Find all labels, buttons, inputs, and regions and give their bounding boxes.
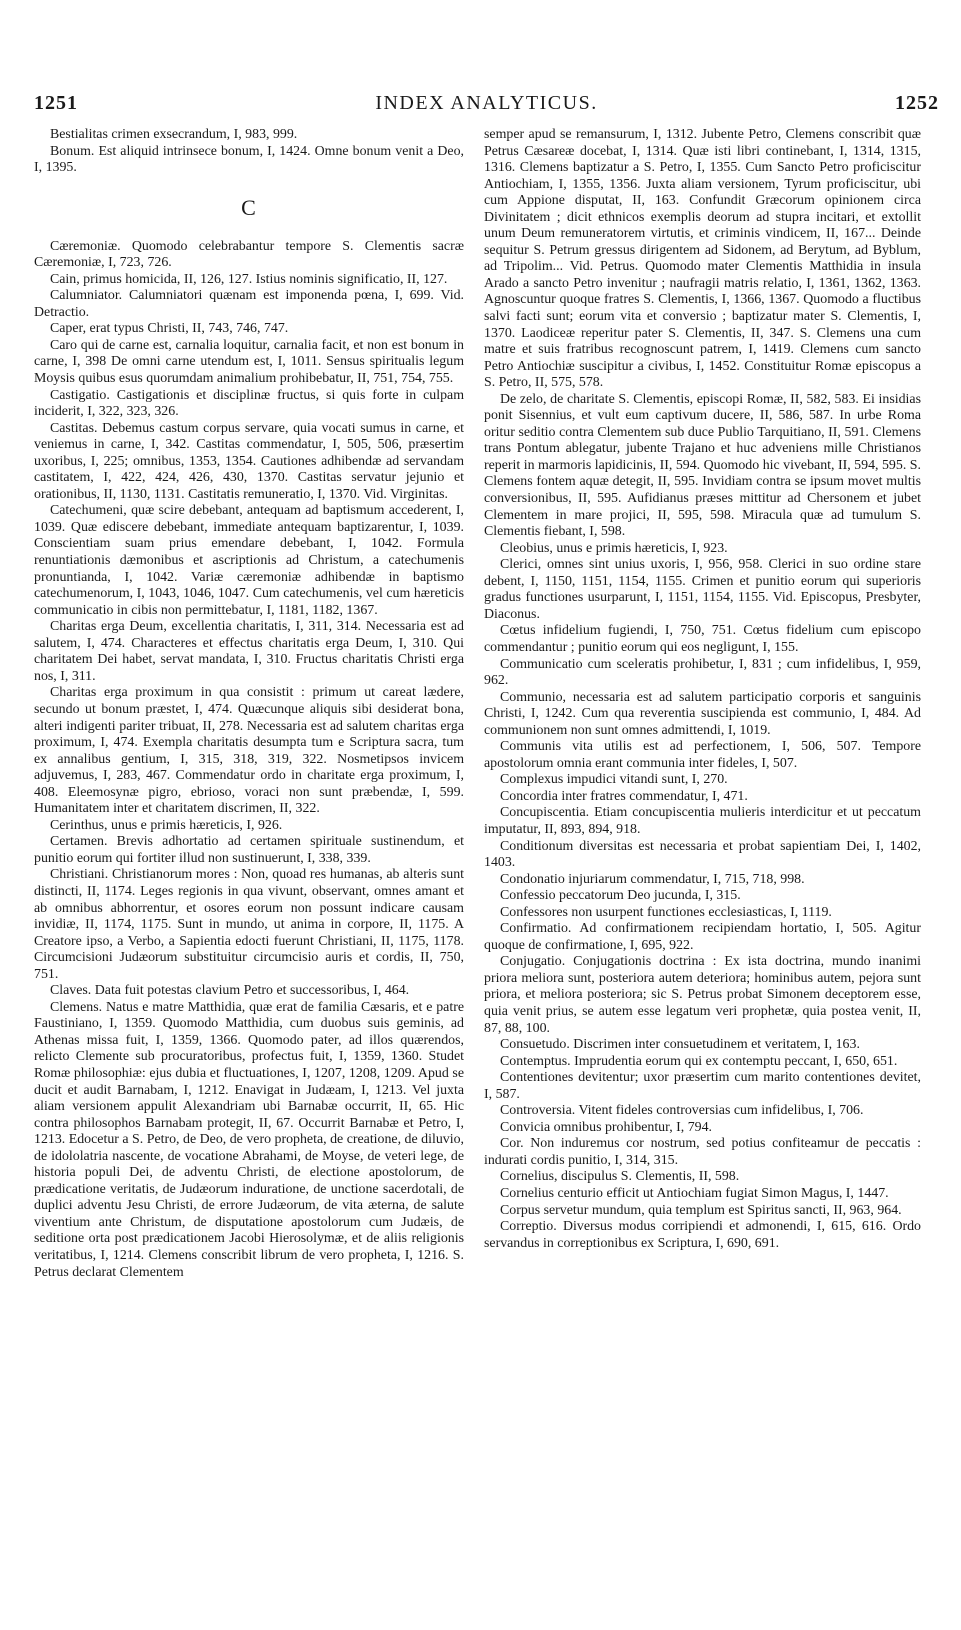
section-letter: C — [241, 194, 257, 220]
right-column — [484, 127, 921, 1252]
running-title: INDEX ANALYTICUS. — [375, 92, 598, 114]
index-entry: Cerinthus, unus e primis hæreticis, I, 926. — [50, 817, 283, 833]
index-entry: Castitas. Debemus castum corpus servare, quia vocati sumus in carne, et veniemus in carne, I, 342. Castitas commendatur, I, 505, 506, præsertim uxoribus, I, 225; omnibus, 1353, 1354. Cautiones adhibendæ ad servandam castitatem, I, 422, 424, 426, 430, 1370. Castitas servatur jejunio et orationibus, II, 1130, 1131. Castitatis remuneratio, I, 1370. Vid. Virginitas. — [34, 420, 464, 502]
index-entry: Consuetudo. Discrimen inter consuetudinem et veritatem, I, 163. — [500, 1037, 860, 1053]
left-page-number: 1251 — [34, 92, 78, 114]
index-entry: Charitas erga Deum, excellentia charitatis, I, 311, 314. Necessaria est ad salutem, I, 474. Characteres et effectus charitatis erga Deum, I, 310. Qui charitatem Dei habet, servat mandata, I, 310. Fructus charitatis Christi erga nos, I, 311. — [34, 619, 464, 684]
index-entry: Conditionum diversitas est necessaria et probat sapientiam Dei, I, 1402, 1403. — [484, 838, 921, 871]
index-entry: Caper, erat typus Christi, II, 743, 746, 747. — [50, 321, 289, 337]
page-header — [34, 92, 939, 122]
index-entry: Contemptus. Imprudentia eorum qui ex contemptu peccant, I, 650, 651. — [500, 1053, 898, 1069]
index-entry: Clemens. Natus e matre Matthidia, quæ erat de familia Cæsaris, et e patre Faustiniano, I, 1359. Quomodo Matthidia, cum duobus suis geminis, ad Athenas missa fuit, I, 1359, 1366. Quomodo pater, ad illos quærendos, relicto Clemente sub procuratoribus, profectus fuit, I, 1359, 1360. Studet Romæ philosophiæ: ejus dubia et fluctuationes, I, 1207, 1208, 1209. Apud se ducit et audit Barnabam, I, 1212. Enavigat in Judæam, I, 1213. Vel juxta aliam versionem appulit Alexandriam ubi Barnabæ occurrit, II, 65. Hic contra philosophos Barnabam protegit, II, 67. Occurrit Barnabæ et Petro, I, 1213. Edocetur a S. Petro, de Deo, de vero propheta, de creatione, de diluvio, de idololatria nascente, de vocatione Abrahami, de Moyse, de veteri lege, de historia populi Dei, de adventu Christi, de electione apostolorum, de prædicatione veritatis, de Judæorum induratione, de unctione sacerdotali, de duplici adventu Jesu Christi, de errore Judæorum, de vita æterna, de salute viventium ante Christum, de disputatione apostolorum cum Judæis, de seditione orta post prædicationem Jacobi Hierosolymæ, et de aliis religionis veritatibus, I, 1214. Clemens conscribit librum de vero propheta, I, 1216. S. Petrus declarat Clementem — [34, 999, 464, 1280]
index-entry: Contentiones devitentur; uxor præsertim cum marito contentiones devitet, I, 587. — [484, 1070, 921, 1102]
left-column — [34, 127, 464, 1281]
index-entry: Clerici, omnes sint unius uxoris, I, 956, 958. Clerici in suo ordine stare debent, I, 1150, 1151, 1154, 1155. Crimen et punitio eorum qui superioris gradus functiones usurparunt, I, 1151, 1154, 1155. Vid. Episcopus, Presbyter, Diaconus. — [484, 557, 921, 622]
index-entry: Confirmatio. Ad confirmationem recipiendam hortatio, I, 505. Agitur quoque de confirmatione, I, 695, 922. — [484, 921, 921, 953]
index-entry: Cornelius centurio efficit ut Antiochiam fugiat Simon Magus, I, 1447. — [500, 1186, 889, 1201]
index-entry: Complexus impudici vitandi sunt, I, 270. — [500, 772, 728, 788]
index-entry: Calumniator. Calumniatori quænam est imponenda pœna, I, 699. Vid. Detractio. — [34, 288, 464, 320]
index-entry: Cleobius, unus e primis hæreticis, I, 923. — [500, 540, 728, 556]
index-entry: De zelo, de charitate S. Clementis, episcopi Romæ, II, 582, 583. Ei insidias ponit Sisennius, et vult eum captivum ducere, II, 586, 587. In urbe Roma oritur seditio contra Clementem sub duce Publio Tarquitiano, II, 591. Clemens trans Pontum ablegatur, jubente Trajano et huc adveniens mille Christianos reperit in marmoris lapidicinis, II, 594. Quomodo hic vivebant, II, 594, 595. S. Clemens fontem aquæ detegit, II, 595. Invidiam contra se ipsum movet multis conversionibus, II, 595. Aufidianus præses mittitur ad Chersonem et jubet Clementem in mare projici, II, 595, 598. Miracula quæ ad tumulum S. Clementis fiebant, I, 598. — [484, 391, 921, 540]
index-entry: Condonatio injuriarum commendatur, I, 715, 718, 998. — [500, 871, 805, 887]
index-entry: Convicia omnibus prohibentur, I, 794. — [500, 1119, 713, 1135]
index-entry: Corpus servetur mundum, quia templum est Spiritus sancti, II, 963, 964. — [500, 1202, 902, 1218]
index-entry: Charitas erga proximum in qua consistit : primum ut careat lædere, secundo ut bonum præstet, I, 474. Quæcunque aliquis sibi desiderat bona, alteri indigenti pariter tribuat, II, 278. Necessaria est ad salutem charitas erga proximum, I, 474. Exempla charitatis desumpta tum e Scriptura sacra, tum ex annalibus gentium, I, 315, 318, 319, 322. Nosmetipsos invicem adjuvemus, I, 283, 467. Commendatur ordo in charitate erga proximum, I, 408. Eleemosynæ pigro, ebrioso, voraci non sunt præbendæ, I, 599. Humanitatem inter et charitatem discrimen, II, 322. — [34, 685, 464, 817]
right-page-number: 1252 — [895, 92, 939, 114]
index-entry: Cain, primus homicida, II, 126, 127. Istius nominis significatio, II, 127. — [50, 271, 448, 287]
index-entry: Concordia inter fratres commendatur, I, 471. — [500, 788, 748, 804]
index-entry: Cor. Non induremus cor nostrum, sed potius confiteamur de peccatis : indurati cordis punitio, I, 314, 315. — [484, 1136, 921, 1168]
index-entry: Confessio peccatorum Deo jucunda, I, 315. — [500, 888, 741, 904]
index-entry: Conjugatio. Conjugationis doctrina : Ex ista doctrina, mundo inanimi priora meliora sunt, posteriora autem deteriora; hominibus autem, pejora sunt priora, et meliora posteriora; sic S. Petrus probat Simonem deceptorem esse, quia venit prius, se autem esse legatum veri prophetæ, quia postea venit, II, 87, 88, 100. — [484, 954, 921, 1036]
index-entry: Communicatio cum sceleratis prohibetur, I, 831 ; cum infidelibus, I, 959, 962. — [484, 656, 921, 689]
index-entry: Controversia. Vitent fideles controversias cum infidelibus, I, 706. — [500, 1103, 864, 1119]
index-entry: Christiani. Christianorum mores : Non, quoad res humanas, ab alteris sunt distincti, II, 1174. Leges regionis in qua vivunt, observant, omnes amant et ab omnibus abhorrentur, et osores eorum non possunt indicare causam invidiæ, II, 1174, 1175. Sunt in mundo, ut anima in corpore, II, 1175. A Creatore ipso, a Verbo, a Sapientia edocti fuerunt Christiani, II, 1175, 1178. Circumcisioni Judæorum substituitur circumcisio auris et cordis, II, 750, 751. — [34, 867, 464, 982]
index-entry: Cœtus infidelium fugiendi, I, 750, 751. Cœtus fidelium cum episcopo commendantur ; punitio eorum qui eos negligunt, I, 155. — [484, 623, 921, 655]
index-entry: Bestialitas crimen exsecrandum, I, 983, 999. — [50, 127, 298, 142]
index-entry-continued: semper apud se remansurum, I, 1312. Jubente Petro, Clemens conscribit quæ Petrus Cæsareæ docebat, I, 1314. Quæ isti libri continebant, I, 1314, 1315, 1316. Clemens baptizatur a S. Petro, I, 1355. Cum Sancto Petro proficiscitur Antiochiam, I, 1355, 1356. Juxta aliam versionem, Tyrum proficiscitur, ubi cum Appione disputat, II, 163. Confundit Græcorum opinionem circa Divinitatem ; dicit ethnicos exemplis deorum ad stupra incitari, et extollit unum Deum remuneratorem virtutis, et criminis vindicem, II, 167... Deinde sequitur S. Petrum gressus dirigentem ad Sidonem, ad Berytum, ad Byblum, ad Tripolim... Vid. Petrus. Quomodo mater Clementis Matthidia in insula Arado a sancto Petro invenitur ; naufragii matris relatio, I, 1361, 1362, 1363. Agnoscuntur quoque fratres S. Clementis, I, 1366, 1367. Quomodo a fluctibus salvi facti sunt; eorum vita et conversio ; baptizatur mater S. Clementis, I, 1370. Laodiceæ reperitur pater S. Clementis, II, 347. S. Clemens una cum matre et suis fratribus recognoscunt patrem, I, 1419. Clemens cum sancto Petro Antiochiæ suscipitur a civibus, I, 1452. Constituitur Romæ episcopus a S. Petro, II, 575, 578. — [484, 127, 921, 391]
index-entry: Bonum. Est aliquid intrinsece bonum, I, 1424. Omne bonum venit a Deo, I, 1395. — [34, 143, 464, 176]
index-entry: Concupiscentia. Etiam concupiscentia mulieris interdicitur et ut peccatum imputatur, II, 893, 894, 918. — [484, 805, 921, 837]
index-entry: Claves. Data fuit potestas clavium Petro et successoribus, I, 464. — [50, 983, 410, 999]
index-entry: Correptio. Diversus modus corripiendi et admonendi, I, 615, 616. Ordo servandus in correptionibus ex Scriptura, I, 690, 691. — [484, 1219, 921, 1251]
index-entry: Caro qui de carne est, carnalia loquitur, carnalia facit, et non est bonum in carne, I, 398 De omni carne utendum est, I, 1011. Sensus spiritualis legum Moysis quibus esus quorumdam animalium prohibebatur, II, 751, 754, 755. — [34, 337, 464, 387]
index-entry: Confessores non usurpent functiones ecclesiasticas, I, 1119. — [500, 904, 832, 920]
index-entry: Communio, necessaria est ad salutem participatio corporis et sanguinis Christi, I, 1242. Cum qua reverentia suscipienda est communio, I, 484. Ad communionem non sunt omnes admittendi, I, 1019. — [484, 689, 921, 738]
index-entry: Certamen. Brevis adhortatio ad certamen spirituale sustinendum, et punitio eorum qui fortiter illud non sustinuerunt, I, 338, 339. — [34, 834, 464, 866]
index-entry: Castigatio. Castigationis et disciplinæ fructus, si quis forte in culpam inciderit, I, 322, 323, 326. — [34, 387, 464, 420]
index-entry: Cornelius, discipulus S. Clementis, II, 598. — [500, 1169, 740, 1185]
index-entry: Cæremoniæ. Quomodo celebrabantur tempore S. Clementis sacræ Cæremoniæ, I, 723, 726. — [34, 238, 464, 271]
index-entry: Communis vita utilis est ad perfectionem, I, 506, 507. Tempore apostolorum omnia erant communia inter fideles, I, 507. — [484, 739, 921, 771]
index-entry: Catechumeni, quæ scire debebant, antequam ad baptismum accederent, I, 1039. Quæ ediscere debebant, immediate antequam baptizarentur, I, 1039. Conscientiam suam prius emendare debebant, I, 1042. Formula renuntiationis dæmonibus et ascriptionis ad Christum, a catechumenis pronuntianda, I, 1042. Variæ cæremoniæ adhibendæ in baptismo catechumenorum, I, 1043, 1046, 1047. Cum catechumenis, vel cum hæreticis communicatio in cibis non permittebatur, I, 1181, 1182, 1367. — [34, 503, 464, 618]
